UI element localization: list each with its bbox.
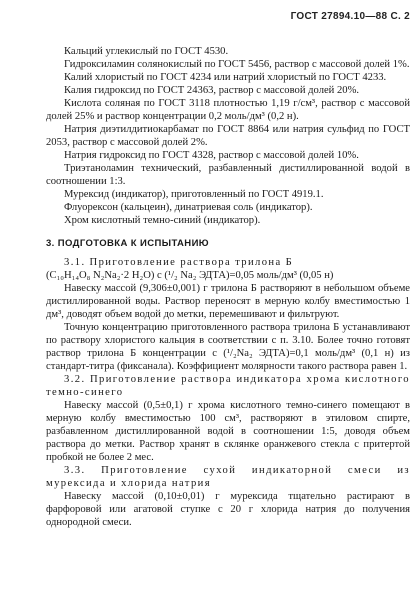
reagent-item: Калия гидроксид по ГОСТ 24363, раствор с массовой долей 20%. [64, 85, 360, 96]
reagent-item: Кислота соляная по ГОСТ 3118 плотностью 1,19 г/см³, раствор с массовой долей 25% и раствор концентрации 0,2 моль/дм³ (0,2 н). [46, 98, 410, 122]
reagent-item: Мурексид (индикатор), приготовленный по ГОСТ 4919.1. [64, 189, 324, 200]
reagent-item: Флуорексон (кальцеин), динатриевая соль (индикатор). [64, 202, 313, 213]
section-title: 3. ПОДГОТОВКА К ИСПЫТАНИЮ [46, 238, 209, 249]
reagent-item: Калий хлористый по ГОСТ 4234 или натрий хлористый по ГОСТ 4233. [64, 72, 387, 83]
reagent-item: Триэтаноламин технический, разбавленный дистиллированной водой в соотношении 1:3. [46, 163, 410, 187]
document-body [46, 45, 410, 529]
clause-heading: 3.2. Приготовление раствора индикатора хрома кислотного темно-синего [46, 374, 410, 398]
reagent-item: Гидроксиламин солянокислый по ГОСТ 5456, раствор с массовой долей 1%. [64, 59, 410, 70]
reagent-item: Кальций углекислый по ГОСТ 4530. [64, 46, 229, 57]
clause-text: Навеску массой (0,5±0,1) г хрома кислотного темно-синего помещают в мерную колбу вместимостью 100 см³, растворяют в этиловом спирте, разбавленном дистиллированной водой в соотношении 1:5, доводя объем раствора до метки. Раствор хранят в склянке оранжевого стекла с притертой пробкой не более 2 мес. [46, 400, 410, 463]
clause-formula: (C₁₀H₁₄O₈ N₂Na₂·2 H₂O) c (¹/₂ Na₂ ЭДТА)=0,05 моль/дм³ (0,05 н) [46, 270, 334, 281]
clause-heading: 3.3. Приготовление сухой индикаторной смеси из мурексида и хлорида натрия [46, 465, 410, 489]
reagent-item: Натрия гидроксид по ГОСТ 4328, раствор с массовой долей 10%. [64, 150, 359, 161]
reagent-item: Хром кислотный темно-синий (индикатор). [64, 215, 261, 226]
clause-heading: 3.1. Приготовление раствора трилона Б [64, 257, 294, 268]
clause-text: Навеску массой (0,10±0,01) г мурексида тщательно растирают в фарфоровой или агатовой ступке с 20 г хлорида натрия до получения однородной смеси. [46, 491, 410, 528]
clause-text: Точную концентрацию приготовленного раствора трилона Б устанавливают по раствору хлористого кальция в соответствии с п. 3.10. Более точно готовят раствор трилона Б концентрации c (¹/₂Na₂ ЭДТА)=0,1 моль/дм³ (0,1 н) из стандарт-титра (фиксанала). Коэффициент молярности такого раствора равен 1. [46, 322, 410, 372]
clause-text: Навеску массой (9,306±0,001) г трилона Б растворяют в небольшом объеме дистиллированной воды. Раствор переносят в мерную колбу вместимостью 1 дм³, доводят объем водой до метки, перемешивают и фильтруют. [46, 283, 410, 320]
page-header: ГОСТ 27894.10—88 С. 2 [290, 11, 410, 22]
reagent-item: Натрия диэтилдитиокарбамат по ГОСТ 8864 или натрия сульфид по ГОСТ 2053, раствор с массовой долей 2%. [46, 124, 410, 148]
